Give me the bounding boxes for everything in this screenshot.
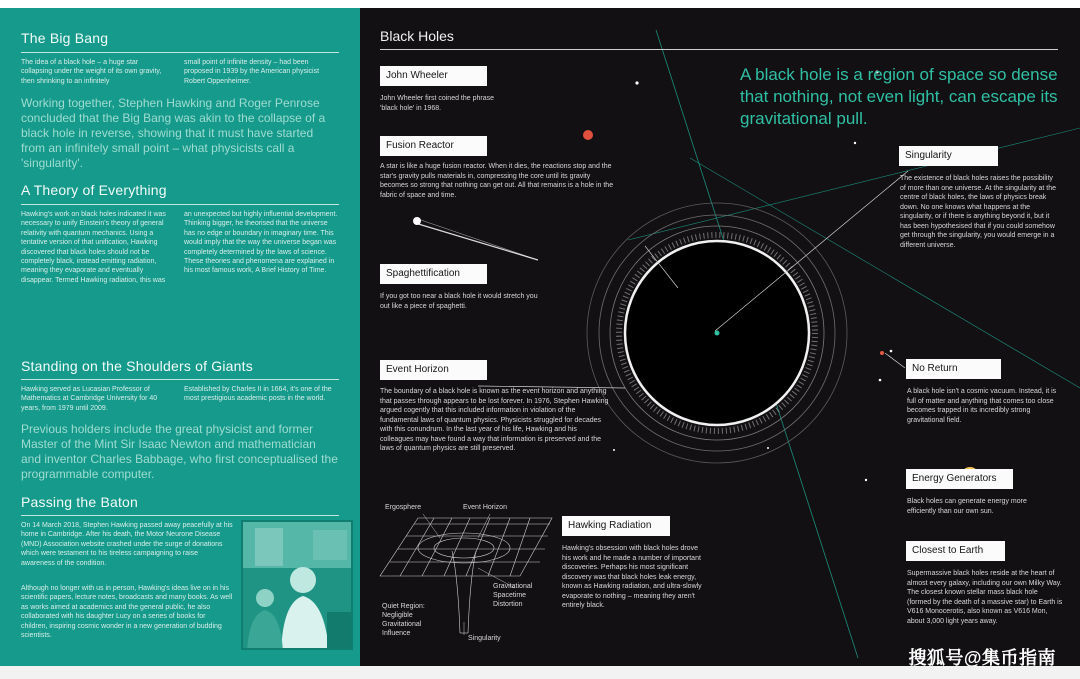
giants-col2: Established by Charles II in 1664, it's one of the most prestigious academic posts in the world. xyxy=(184,386,332,403)
black-holes-title: Black Holes xyxy=(380,28,454,44)
diagram-gravitational-label: Gravitational Spacetime Distortion xyxy=(493,583,533,608)
giants-quote: Previous holders include the great physicist and former Master of the Mint Sir Isaac Newton and mathematician and inventor Charles Babbage, who first conceptualised the programmable computer. xyxy=(21,422,338,481)
event-horizon-text: The boundary of a black hole is known as the event horizon and anything that passes through appears to be lost forever. In 1976, Stephen Hawking argued cogently that this included information in violation of the fundamental laws of quantum physics. Physicists struggled for decades with this conundrum. In the last year of his life, Hawking and his colleagues may have found a way that information is preserved and the laws of quantum physics are still preserved. xyxy=(380,388,609,452)
spaghetti-streak xyxy=(415,223,538,260)
no-return-label: No Return xyxy=(906,359,1001,379)
divider xyxy=(21,204,339,205)
pointer-line xyxy=(423,514,440,538)
big-bang-col1: The idea of a black hole – a huge star collapsing under the weight of its own gravity, then shrinking to an infinitely xyxy=(21,59,162,85)
baton-p2: Although no longer with us in person, Hawking's ideas live on in his scientific papers, lecture notes, broadcasts and many books. As well as works aimed at academics and the general public, he also collaborated with his daughter Lucy on a series of books for children, inspiring cosmic wonder in a new generation of budding scientists. xyxy=(21,585,233,640)
spaghettification-label: Spaghettification xyxy=(380,264,487,284)
left-page xyxy=(0,8,360,666)
singularity-text: The existence of black holes raises the possibility of more than one universe. At the singularity at the centre of black holes, the laws of physics break down. No one knows what happens at the singularity, or if there is anything beyond it, but it has been hypothesised that if you could somehow get through the singularity, you would emerge in a different universe. xyxy=(900,175,1057,249)
spaghetti-streak xyxy=(418,219,532,258)
divider xyxy=(21,52,339,53)
event-horizon-label: Event Horizon xyxy=(380,360,487,380)
page-footer-strip xyxy=(0,666,1080,679)
theory-col1: Hawking's work on black holes indicated it was necessary to unify Einstein's theory of general relativity with quantum mechanics. Using a tentative version of that unification, Hawking discovered that black holes should not be completely black, instead emitting radiation, meaning they evaporate and eventually disappear. Termed Hawking radiation, this was xyxy=(21,211,166,284)
star xyxy=(635,81,638,84)
no-return-text: A black hole isn't a cosmic vacuum. Instead, it is full of matter and anything that comes too close becomes trapped in its incredibly strong gravitational field. xyxy=(907,388,1057,424)
energy-generators-text: Black holes can generate energy more efficiently than our own sun. xyxy=(907,498,1027,515)
star xyxy=(613,449,615,451)
headline-quote: A black hole is a region of space so dense that nothing, not even light, can escape its gravitational pull. xyxy=(740,65,1058,128)
john-wheeler-text: John Wheeler first coined the phrase 'black hole' in 1968. xyxy=(380,95,495,112)
red-star xyxy=(583,130,593,140)
divider xyxy=(380,49,1058,50)
energy-generators-label: Energy Generators xyxy=(906,469,1013,489)
pointer-line xyxy=(885,353,905,368)
star xyxy=(854,142,856,144)
giants-col1: Hawking served as Lucasian Professor of Mathematics at Cambridge University for 40 years, from 1979 until 2009. xyxy=(21,386,158,412)
big-bang-quote: Working together, Stephen Hawking and Roger Penrose concluded that the Big Bang was akin to the collapse of a black hole in reverse, showing that it must have started from an infinitely small point – what physicists call a 'singularity'. xyxy=(21,96,326,170)
diagram-ergosphere-label: Ergosphere xyxy=(385,504,422,511)
right-page xyxy=(360,8,1080,666)
hawking-photo xyxy=(241,520,353,650)
hawking-radiation-label: Hawking Radiation xyxy=(562,516,670,536)
divider xyxy=(21,379,339,380)
star xyxy=(880,351,884,355)
fusion-reactor-text: A star is like a huge fusion reactor. When it dies, the reactions stop and the star's gravity pulls materials in, compressing the core until its gravity becomes so strong that nothing can get out. All that remains is a hole in the fabric of space and time. xyxy=(380,163,614,199)
diagram-quiet-region-label: Quiet Region: Negligible Gravitational Influence xyxy=(382,603,425,637)
theory-title: A Theory of Everything xyxy=(21,182,167,198)
fusion-reactor-label: Fusion Reactor xyxy=(380,136,487,156)
closest-to-earth-text: Supermassive black holes reside at the heart of almost every galaxy, including our own Milky Way. The closest known stellar mass black hole (formed by the death of a massive star) to Earth is V616 Monocerotis, also known as V616 Mon, about 3,000 light years away. xyxy=(907,570,1063,625)
diagram-event-horizon-label: Event Horizon xyxy=(463,504,507,511)
watermark: 搜狐号@集币指南 xyxy=(908,648,1056,666)
star xyxy=(890,350,893,353)
big-bang-col2: small point of infinite density – had been proposed in 1939 by the American physicist Robert Oppenheimer. xyxy=(184,59,320,85)
singularity-label: Singularity xyxy=(899,146,998,166)
spaghetti-body xyxy=(413,217,421,225)
divider xyxy=(21,515,339,516)
hawking-radiation-text: Hawking's obsession with black holes drove his work and he made a number of important discoveries. Perhaps his most significant discovery was that black holes leak energy, known as Hawking radiation, and ultra-slowly evaporate to nothing – meaning they aren't entirely black. xyxy=(562,545,702,609)
diagram-singularity-label: Singularity xyxy=(468,635,501,642)
spaghettification-text: If you got too near a black hole it would stretch you out like a piece of spaghetti. xyxy=(380,293,538,310)
theory-col2: an unexpected but highly influential development. Thinking bigger, he theorised that the universe has no edge or boundary in imaginary time. This would imply that the way the universe began was completely determined by the laws of science. These theories and phenomena are explained in his most famous work, A Brief History of Time. xyxy=(184,211,338,275)
star xyxy=(879,379,882,382)
baton-title: Passing the Baton xyxy=(21,494,139,510)
giants-title: Standing on the Shoulders of Giants xyxy=(21,358,253,374)
baton-p1: On 14 March 2018, Stephen Hawking passed away peacefully at his home in Cambridge. After his death, the Motor Neurone Disease (MND) Association website crashed under the surge of donations which were testament to his tireless campaigning to raise awareness of the condition. xyxy=(21,522,233,567)
singularity-point xyxy=(715,331,720,336)
john-wheeler-label: John Wheeler xyxy=(380,66,487,86)
star xyxy=(767,447,769,449)
star xyxy=(865,479,867,481)
closest-to-earth-label: Closest to Earth xyxy=(906,541,1005,561)
big-bang-title: The Big Bang xyxy=(21,30,109,46)
